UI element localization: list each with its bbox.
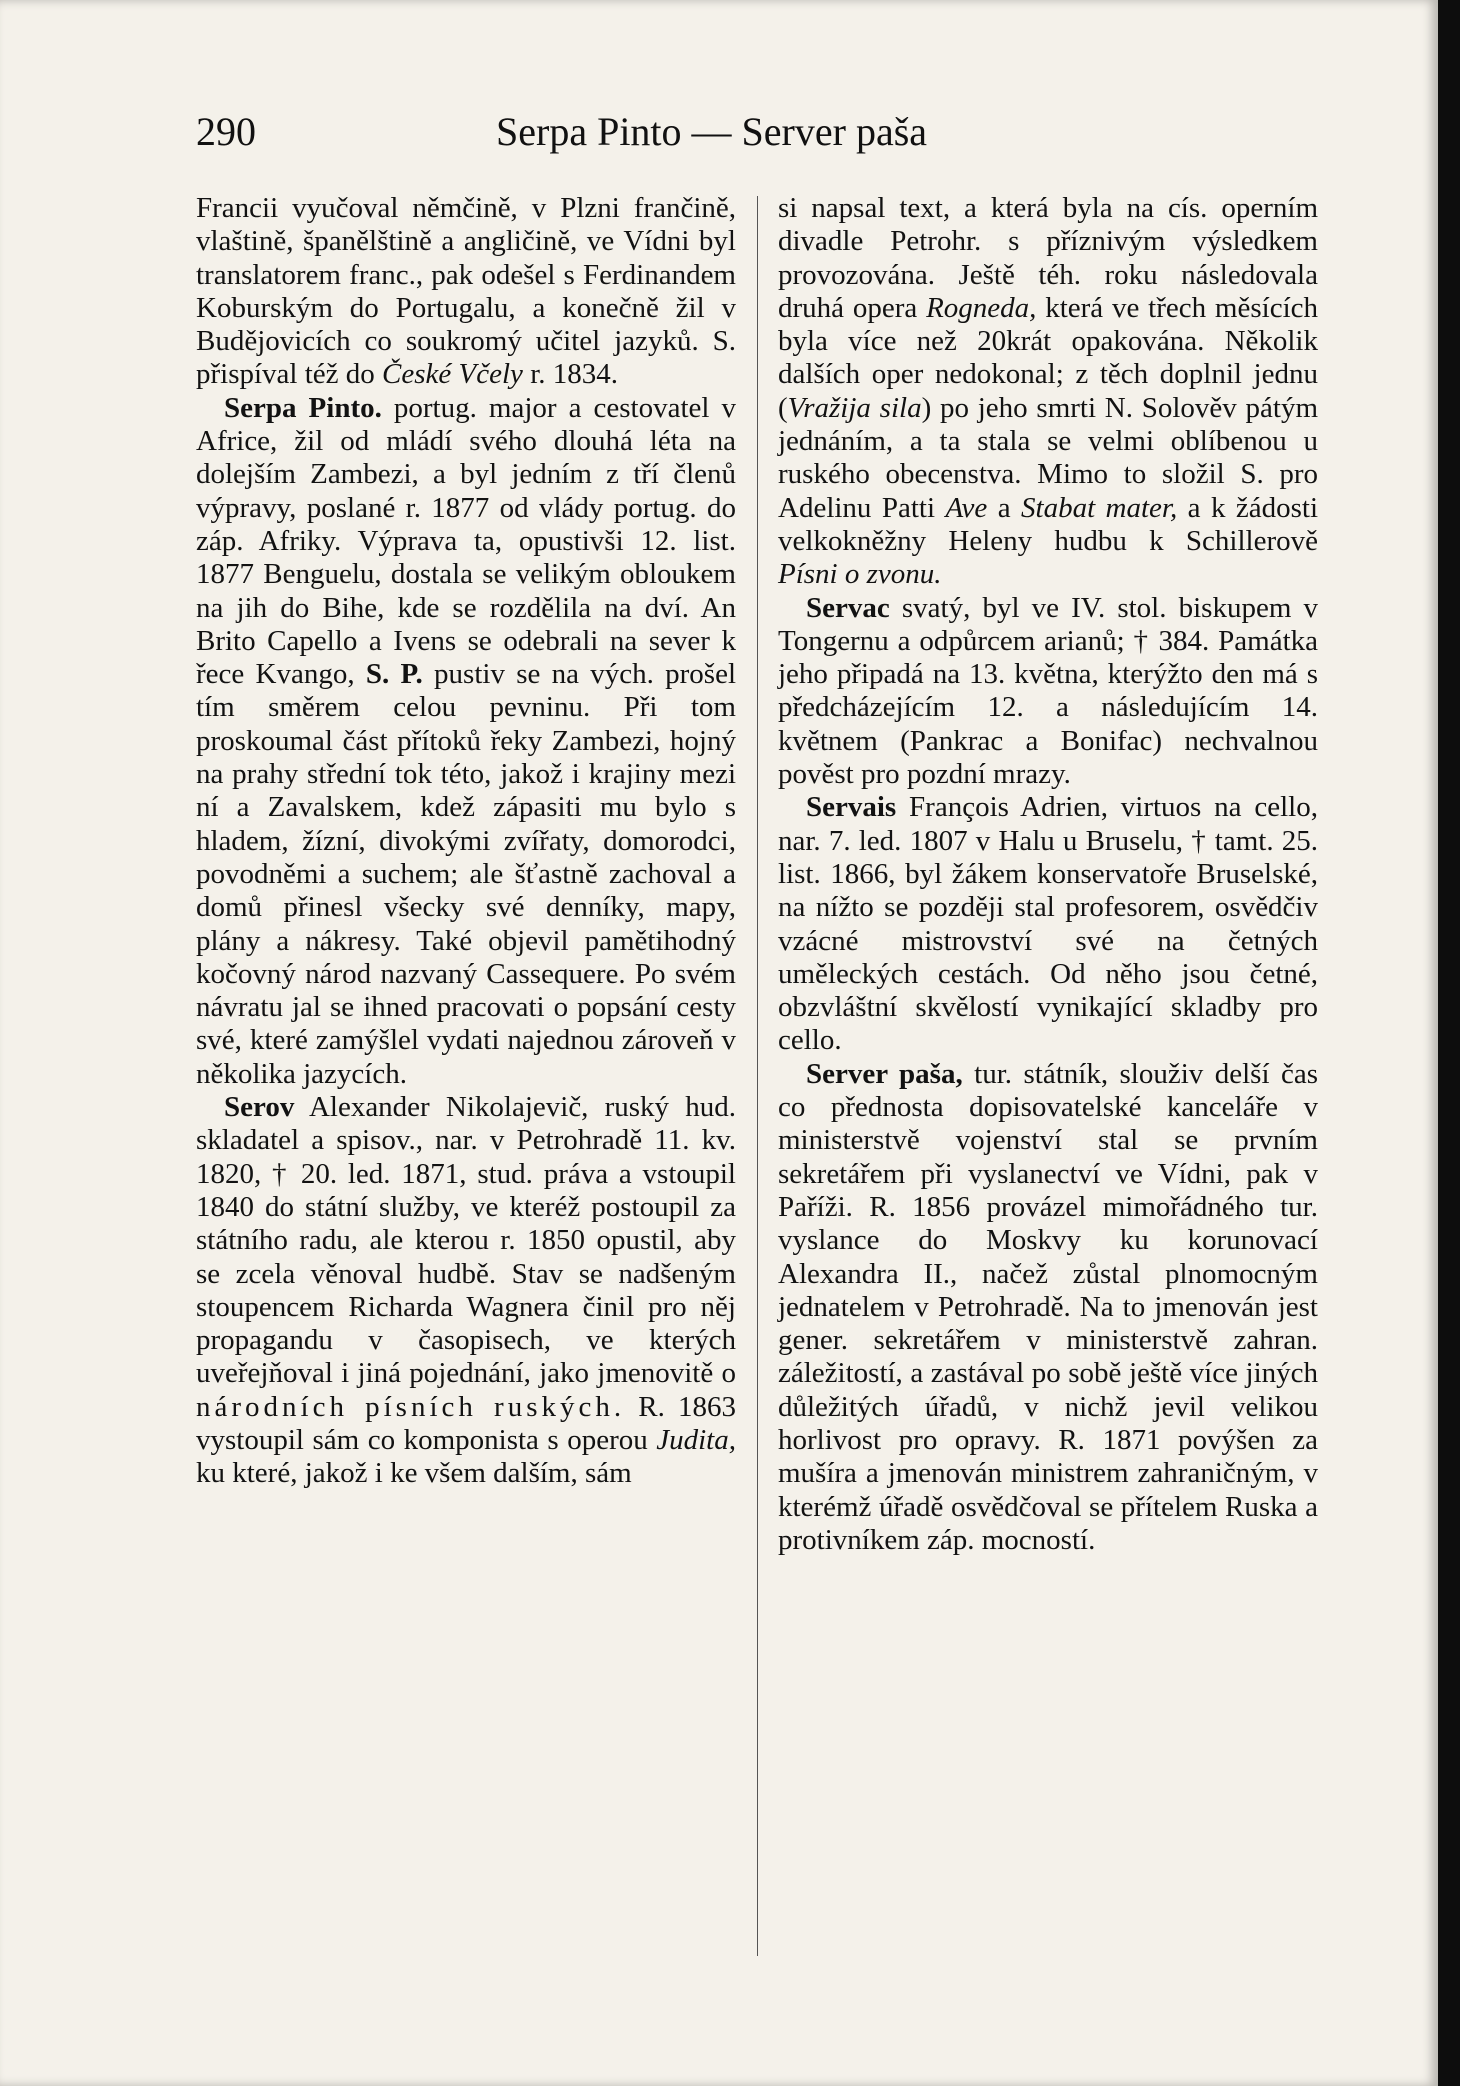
headword: Serov [224, 1091, 295, 1124]
right-column [778, 192, 1318, 1557]
entry-serov: Serov Alexander Nikolajevič, ruský hud. skladatel a spisov., nar. v Petrohradě 11. kv. 1820, † 20. led. 1871, stud. práva a vstoupil 1840 do státní služby, ve kteréž postoupil za státního radu, ale kterou r. 1850 opustil, aby se zcela věnoval hudbě. Stav se nadšeným stoupencem Richarda Wagnera činil pro něj propagandu v časopisech, ve kterých uveřejňoval i jiná pojednání, jako jmenovitě o národních písních ruských. R. 1863 vystoupil sám co komponista s operou Judita, ku které, jakož i ke všem dalším, sám [196, 1091, 737, 1490]
page-header [196, 108, 1306, 168]
running-title: Serpa Pinto — Server paša [496, 109, 928, 154]
entry-continuation: Francii vyučoval němčině, v Plzni frančině, vlaštině, španělštině a angličině, ve Vídni byl translatorem franc., pak odešel s Ferdinandem Koburským do Portugalu, a konečně žil v Budějovicích co soukromý učitel jazyků. S. přispíval též do České Včely r. 1834. [196, 192, 736, 391]
entry-server-pasa: Server paša, tur. státník, slouživ delší čas co přednosta dopisovatelské kanceláře v ministerstvě vojenství stal se prvním sekretářem při vyslanectví ve Vídni, pak v Paříži. R. 1856 provázel mimořádného tur. vyslance do Moskvy ku korunovací Alexandra II., načež zůstal plnomocným jednatelem v Petrohradě. Na to jmenován jest gener. sekretářem v ministerstvě zahran. záležitostí, a zastával po sobě ještě více jiných důležitých úřadů, v nichž jevil velikou horlivost pro opravy. R. 1871 povýšen za mušíra a jmenován ministrem zahraničným, v kterémž úřadě osvědčoval se přítelem Ruska a protivníkem záp. mocností. [778, 1057, 1318, 1556]
headword: Servac [806, 591, 890, 624]
entry-servac: Servac svatý, byl ve IV. stol. biskupem v Tongernu a odpůrcem arianů; † 384. Památka jeho připadá na 13. května, kterýžto den má s předcházejícím 12. a následujícím 14. květnem (Pankrac a Bonifac) nechvalnou pověst pro pozdní mrazy. [778, 591, 1318, 791]
left-column [196, 192, 736, 1491]
headword: Serpa Pinto. [224, 391, 382, 424]
scan-edge [1438, 0, 1460, 2086]
headword: Servais [806, 791, 897, 824]
entry-servais: Servais François Adrien, virtuos na cello, nar. 7. led. 1807 v Halu u Bruselu, † tamt. 25. list. 1866, byl žákem konservatoře Bruselské, na nížto se později stal profesorem, osvědčiv vzácné mistrovství své na četných uměleckých cestách. Od něho jsou četné, obzvláštní skvělostí vynikající skladby pro cello. [778, 791, 1318, 1057]
entry-serov-continuation: si napsal text, a která byla na cís. operním divadle Petrohr. s příznivým výsledkem provozována. Ještě téh. roku následovala druhá opera Rogneda, která ve třech měsících byla více než 20krát opakována. Několik dalších oper nedokonal; z těch doplnil jednu (Vražija sila) po jeho smrti N. Solověv pátým jednáním, a ta stala se velmi oblíbenou u ruského obecenstva. Mimo to složil S. pro Adelinu Patti Ave a Stabat mater, a k žádosti velkokněžny Heleny hudbu k Schillerově Písni o zvonu. [778, 192, 1319, 591]
page-number: 290 [196, 109, 256, 154]
column-divider [757, 196, 758, 1956]
entry-serpa-pinto: Serpa Pinto. portug. major a cestovatel v Africe, žil od mládí svého dlouhá léta na dolejším Zambezi, a byl jedním z tří členů výpravy, poslané r. 1877 od vlády portug. do záp. Afriky. Výprava ta, opustivši 12. list. 1877 Benguelu, dostala se velikým obloukem na jih do Bihe, kde se rozdělila na dví. An Brito Capello a Ivens se odebrali na sever k řece Kvango, S. P. pustiv se na vých. prošel tím směrem celou pevninu. Při tom proskoumal část přítoků řeky Zambezi, hojný na prahy střední tok této, jakož i krajiny mezi ní a Zavalskem, kdež zápasiti mu bylo s hladem, žízní, divokými zvířaty, domorodci, povodněmi a suchem; ale šťastně zachoval a domů přinesl všecky své denníky, mapy, plány a nákresy. Také objevil pamětihodný kočovný národ nazvaný Cassequere. Po svém návratu jal se ihned pracovati o popsání cesty své, které zamýšlel vydati najednou zároveň v několika jazycích. [196, 391, 736, 1090]
headword: Server paša, [806, 1057, 963, 1090]
